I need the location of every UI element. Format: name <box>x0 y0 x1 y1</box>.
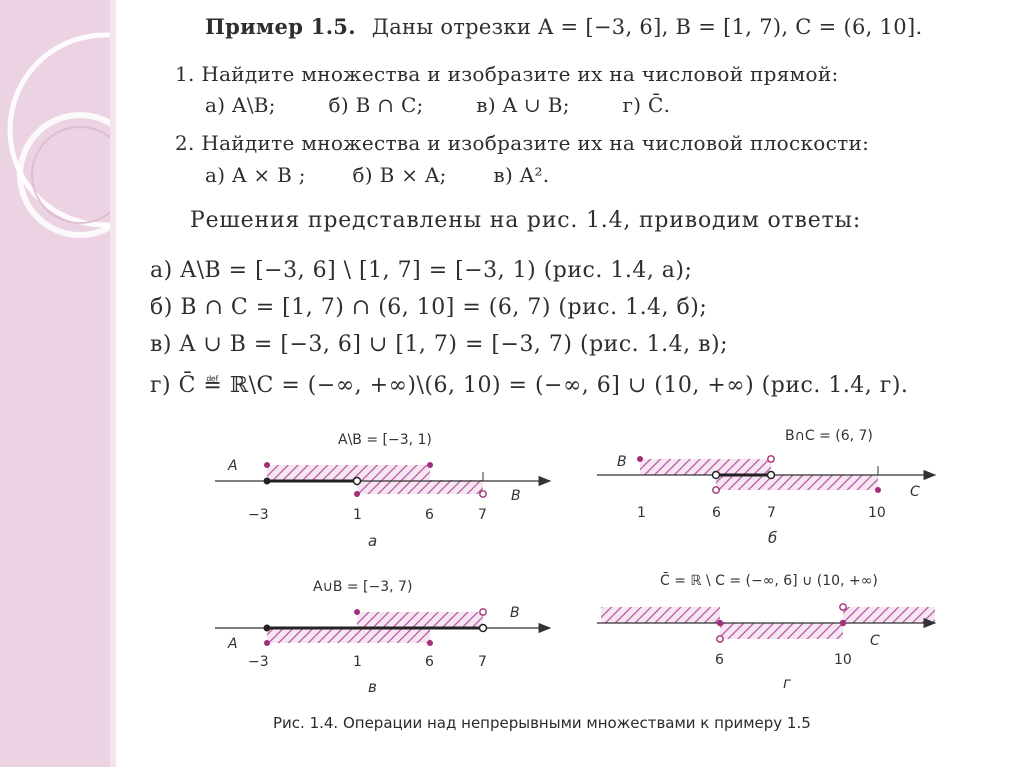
figure-b-tick-label-6: 6 <box>712 505 721 521</box>
figure-a-a-end-dot <box>427 462 433 468</box>
task2-item-b: б) B × A; <box>352 163 447 187</box>
figure-v-result-label: A∪B = [−3, 7) <box>313 579 413 595</box>
figure-b-c-end-dot <box>875 487 881 493</box>
task1-text: 1. Найдите множества и изобразите их на числовой прямой: <box>175 62 839 86</box>
figure-v-label-a: A <box>228 636 238 652</box>
figure-g-point-10 <box>840 620 846 626</box>
figure-b-tick-label-7: 7 <box>767 505 776 521</box>
figure-g <box>597 571 935 692</box>
figure-a-tick-label-7: 7 <box>478 507 487 523</box>
example-statement: Даны отрезки A = [−3, 6], B = [1, 7), C = (6, 10]. <box>371 15 923 39</box>
figure-a-point-minus3 <box>264 478 271 485</box>
figure-v-a-start-dot <box>264 640 270 646</box>
figure-b-label-b: B <box>617 454 627 470</box>
figure-v-point-7-open <box>480 625 487 632</box>
answer-g: г) C̄ ≝ ℝ\C = (−∞, +∞)\(6, 10) = (−∞, 6] ∪ (10, +∞) (рис. 1.4, г). <box>150 373 909 398</box>
figure-caption: Рис. 1.4. Операции над непрерывными множествами к примеру 1.5 <box>273 714 811 732</box>
figure-a-tick-label-minus3: −3 <box>248 507 269 523</box>
figure-g-right-ray-open <box>840 604 846 610</box>
figure-a-b-start-dot <box>354 491 360 497</box>
figure-b <box>597 428 935 547</box>
figure-v-tick-label-7: 7 <box>478 654 487 670</box>
task2-text: 2. Найдите множества и изобразите их на числовой плоскости: <box>175 131 870 155</box>
figure-v-point-minus3 <box>264 625 271 632</box>
figure-g-label-c: C <box>870 633 880 649</box>
task1-item-b: б) B ∩ C; <box>328 93 424 117</box>
figure-v-tick-label-1: 1 <box>353 654 362 670</box>
figure-a-point-1-open <box>354 478 361 485</box>
figure-b-tick-label-1: 1 <box>637 505 646 521</box>
solutions-intro: Решения представлены на рис. 1.4, приводим ответы: <box>190 208 862 233</box>
figure-a-tick-label-1: 1 <box>353 507 362 523</box>
figure-b-tick-label-10: 10 <box>868 505 886 521</box>
figure-b-point-7-open <box>768 472 775 479</box>
figure-b-set-b-hatch <box>640 459 771 475</box>
figure-b-b-end-open <box>768 456 774 462</box>
figure-v-tick-label-6: 6 <box>425 654 434 670</box>
figure-a <box>215 432 550 550</box>
answer-a: а) A\B = [−3, 6] \ [1, 7] = [−3, 1) (рис. 1.4, а); <box>150 258 693 283</box>
figure-a-result-label: A\B = [−3, 1) <box>338 432 432 448</box>
figure-b-c-start-open <box>713 487 719 493</box>
task1-item-g: г) C̄. <box>622 93 671 117</box>
figure-a-a-start-dot <box>264 462 270 468</box>
figure-v-b-end-open <box>480 609 486 615</box>
figure-b-point-6-open <box>713 472 720 479</box>
figure-v-letter: в <box>368 678 377 696</box>
figure-b-b-start-dot <box>637 456 643 462</box>
example-title: Пример 1.5. <box>205 14 356 39</box>
figure-v-set-b-hatch <box>357 612 483 628</box>
figure-g-right-ray-hatch <box>843 607 935 623</box>
figure-a-set-a-hatch <box>267 465 430 481</box>
answer-b: б) B ∩ C = [1, 7) ∩ (6, 10] = (6, 7) (рис. 1.4, б); <box>150 295 708 320</box>
figure-g-set-c-hatch <box>720 623 843 639</box>
figure-a-b-end-open <box>480 491 486 497</box>
figure-a-label-a: A <box>228 458 238 474</box>
figure-a-letter: а <box>368 532 378 550</box>
figure-g-letter: г <box>783 674 791 692</box>
figure-g-c-start-open <box>717 636 723 642</box>
figure-g-point-6 <box>717 620 723 626</box>
task1-item-v: в) A ∪ B; <box>476 93 570 117</box>
task1-item-a: а) A\B; <box>205 93 276 117</box>
figure-a-tick-label-6: 6 <box>425 507 434 523</box>
figure-a-set-b-hatch <box>357 480 483 494</box>
figure-g-tick-label-6: 6 <box>715 652 724 668</box>
figure-v-set-a-hatch <box>267 628 430 643</box>
figure-v-label-b: B <box>510 605 520 621</box>
task2-item-a: а) A × B ; <box>205 163 306 187</box>
figure-v-b-start-dot <box>354 609 360 615</box>
figure-g-result-label: C̄ = ℝ \ C = (−∞, 6] ∪ (10, +∞) <box>660 573 878 589</box>
figure-b-letter: б <box>768 529 778 547</box>
figure-g-tick-label-10: 10 <box>834 652 852 668</box>
figure-g-left-ray-hatch <box>601 607 720 623</box>
figure-v <box>215 579 550 696</box>
figure-v-tick-label-minus3: −3 <box>248 654 269 670</box>
task2-item-v: в) A². <box>493 163 550 187</box>
figure-v-a-end-dot <box>427 640 433 646</box>
figure-b-label-c: C <box>910 484 920 500</box>
figure-b-result-label: B∩C = (6, 7) <box>785 428 873 444</box>
answer-v: в) A ∪ B = [−3, 6] ∪ [1, 7) = [−3, 7) (рис. 1.4, в); <box>150 332 728 357</box>
figure-b-set-c-hatch <box>716 475 878 490</box>
figure-a-label-b: B <box>511 488 521 504</box>
